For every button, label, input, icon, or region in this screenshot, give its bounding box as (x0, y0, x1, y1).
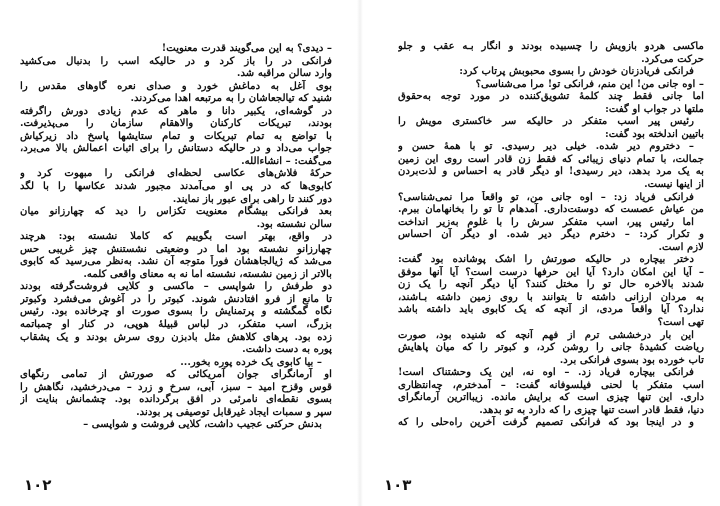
text-line: و تکرار کرد: – دخترم دیگر دیر شده. او دیگر آن احساس (398, 228, 704, 241)
text-line: به یک مرد بدهد، دیر رسیدی! او دیگر قادر به احساس و لذت‌بردن (398, 165, 704, 178)
text-line: دنیا، فقط قادر است تنها چیزی را که دارد به تو بدهد. (479, 403, 704, 416)
text-line: ندارد؟ آیا واقعاً مردی، از آنچه که یک کابوی باید داشته باشد (398, 303, 704, 316)
text-line: بودند، تبریکات کارکنان والاهقام سازمان را می‌پذیرفت. (20, 117, 332, 130)
text-line: بالاتر از زمین نشسته، نشسته اما نه به معنای واقعی کلمه. (83, 267, 332, 280)
left-page-text (20, 42, 332, 431)
text-line: در واقع، بهتر است بگوییم که کاملا نشسته بود: هرچند (20, 230, 332, 243)
text-line: قوس وقزح امید – سبز، آبی، سرخ و زرد – می‌درخشید، نگاهش را (20, 380, 332, 393)
text-line: دور کنند تا راهی برای عبور باز نمایند. (172, 192, 332, 205)
text-line: تهی است؟ (657, 316, 704, 329)
text-line: از اینها نیست. (644, 178, 704, 191)
text-line: کابوی‌ها که در پی او می‌آمدند مجبور شدند عکاسها را با لگد (20, 180, 332, 193)
text-line: چهارزانو نشسته بود اما در وضعیتی نشستنش چیز غریبی حس (20, 242, 332, 255)
text-line: نگاه گمگشته و پرتمنایش را بسوی صورت او چرخانده بود. رئیس (20, 305, 332, 318)
text-line: در گوشه‌ای، یکبیر دانا و ماهر که عدم زیادی دورش راگرفته (20, 104, 332, 117)
text-line: زده بود. پرهای کلاهش مثل بادبزن روی سرش بودند و یک پشقاب (20, 330, 332, 343)
right-page (360, 0, 720, 506)
text-line: باتیین اندلخته بود گفت: (605, 127, 704, 140)
text-line: شنید که تیالجعاشان را به مرتبعه اهدا می‌کردند. (130, 92, 332, 105)
text-line: – اوه جانی من! این منم، فرانکی تو! مرا می‌شناسی؟ (475, 77, 704, 90)
text-line: دو طرفش را شواپسی – ماکسی و کلایی فروشت‌گرفته بودند (20, 280, 332, 293)
text-line: او آرمانگرای جوان آمریکائی که صورتش از تمامی رنگهای (20, 368, 332, 381)
page-number-left: ۱۰۲ (24, 476, 52, 494)
text-line: بوی آغل به دماغش خورد و صدای نعره گاوهای مقدس را (20, 79, 332, 92)
text-line: رئیس پیر اسب متفکر در حالیکه سر خاکستری مویش را (398, 115, 694, 128)
text-line: اسب متفکر با لحنی فیلسوفانه گفت: – آمدخترم، چه‌انتظاری (398, 378, 704, 391)
text-line: وارد سالن مراقبه شد. (236, 67, 332, 80)
text-line: بدنش حرکتی عجیب داشت، کلایی فروشت و شواپسی – (83, 418, 322, 431)
text-line: ریاضت کشیدهٔ جانی را روشن کرد، و کبوتر را که میان پاهایش (398, 341, 704, 354)
text-line: پوره به دست داشت. (242, 343, 332, 356)
text-line: من عیاش عصست که دوستت‌داری. آمدهام تا تو را بخانهامان ببرم. (398, 203, 704, 216)
text-line: تا مانع از فرو افتادنش شوند. کبوتر را در آغوش می‌فشرد وکبوتر (20, 292, 332, 305)
text-line: شدند بالاخره حال تو را مختل کنند؟ آیا دیگر آنچه را یک زن (398, 278, 704, 291)
text-line: داری. این تنها چیزی است که برایش مانده. زیبااترین آرمانگرای (398, 391, 704, 404)
text-line: سالن نشسته بود. (256, 217, 332, 230)
text-line: ماکسی هردو بازویش را چسبیده بودند و انگار بـه عقب و جلو (398, 40, 704, 52)
text-line: حرکهٔ فلاش‌های عکاسی لحظه‌ای فرانکی را مبهوت کرد و (20, 167, 332, 180)
text-line: دختر بیچاره در حالیکه صورتش را اشک پوشانده بود گفت: (398, 253, 694, 266)
text-line: ملتها در جواب او گفت: (605, 102, 704, 115)
page-number-right: ۱۰۳ (384, 476, 412, 494)
text-line: به مردان ارزانی داشته تا بتوانند با روی زمین داشته بـاشند، (398, 290, 704, 303)
text-line: فرانکی در را باز کرد و در حالیکه اسب را بدنبال می‌کشید (20, 54, 332, 67)
text-line: حرکت می‌کرد. (641, 52, 704, 65)
text-line: بزرگ، اسب متفکر، در لباس قبیلهٔ هوپی، در کنار او چمباتمه (20, 318, 332, 331)
text-line: اما رئیس پیر، اسب متفکر سرش را با غلوم به‌زیر انداخت (398, 215, 694, 228)
text-line: فرانکی بیچاره فریاد زد. – اوه نه، این یک وحشتناک است! (398, 366, 694, 379)
text-line: – آیا این امکان دارد؟ آیا این حرفها درست است؟ آیا آنها موفق (398, 265, 704, 278)
text-line: می‌گفت: – انشاءالله. (241, 154, 332, 167)
text-line: این بار درخششی ترم از فهم آنچه که شنیده بود، صورت (398, 328, 694, 341)
text-line: سپر و سمبات ایجاد غیرقابل توصیفی پر بودند. (136, 405, 332, 418)
text-line: بسوی نقطه‌ای نامرئی در افق برگردانده بود. چشمانش بنایت از (20, 393, 332, 406)
text-line: اما جانی فقط چند کلمهٔ تشویق‌کننده در مورد توجه به‌حقوق (398, 90, 704, 103)
text-line: فرانکی فریاد زد: – اوه جانی من، تو واقعاً مرا نمی‌شناسی؟ (398, 190, 694, 203)
text-line: تاب خورده بود بسوی فرانکی برد. (559, 353, 704, 366)
text-line: با تواضع به تمام تبریکات و تمام ستایشها پاسخ داد زیرکیاش (20, 129, 332, 142)
text-line: فرانکی فریادزنان خودش را بسوی محبوبش پرتاب کرد: (459, 65, 694, 78)
right-page-text (398, 40, 704, 429)
text-line: – دختروم دیر شده. خیلی دیر رسیدی. تو با همهٔ حسن و (398, 140, 694, 153)
text-line: لازم است. (658, 240, 704, 253)
text-line: می‌شد که ژیالجاهشان فوراً متوجه آن نشد. بەنظر می‌رسید که کابوی (20, 255, 332, 268)
text-line: – دیدی؟ به این می‌گویند قدرت معنویت! (161, 42, 332, 54)
text-line: و در اینجا بود که فرانکی تصمیم گرفت آخرین راه‌حلی را که (398, 416, 694, 429)
text-line: جمالت، با تمام دنیای زیبائی که فقط زن قادر است روی این زمین (398, 152, 704, 165)
text-line: جواب می‌داد و در حالیکه دستانش را برای اثبات اعمالش بالا می‌برد، (20, 142, 332, 155)
text-line: – بیا کابوی یک خرده پوره بخور... (180, 355, 322, 368)
text-line: بعد فرانکی بیشگام معنویت تکزاس را دید که چهارزانو میان (20, 205, 332, 218)
